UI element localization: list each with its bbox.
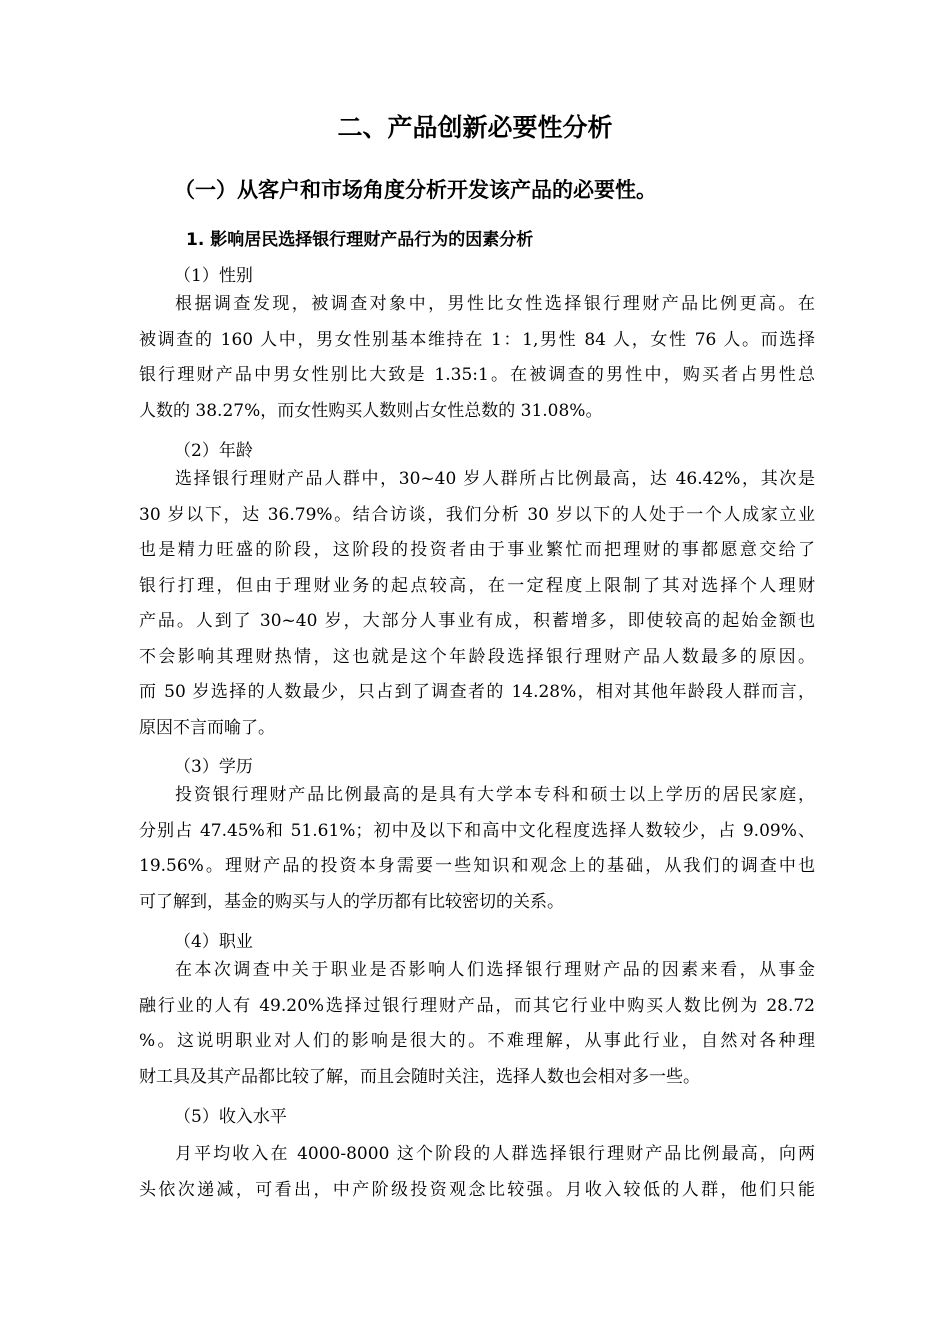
text-line: 根据调查发现，被调查对象中，男性比女性选择银行理财产品比例更高。在 [175, 294, 815, 314]
factor-heading-age: （2）年龄 [174, 441, 253, 461]
text-line: 人数的 38.27%，而女性购买人数则占女性总数的 31.08%。 [139, 400, 603, 421]
text-line: 头依次递减，可看出，中产阶级投资观念比较强。月收入较低的人群，他们只能 [139, 1179, 815, 1200]
factor-heading-gender: （1）性别 [174, 266, 253, 286]
text-line: 月平均收入在 4000-8000 这个阶段的人群选择银行理财产品比例最高，向两 [175, 1144, 815, 1164]
paragraph-education [139, 778, 815, 920]
factor-heading-education: （3）学历 [174, 757, 253, 777]
text-line: 融行业的人有 49.20%选择过银行理财产品，而其它行业中购买人数比例为 28.72 [139, 995, 815, 1016]
subsection-heading: 1. 影响居民选择银行理财产品行为的因素分析 [186, 230, 534, 250]
text-line: 被调查的 160 人中，男女性别基本维持在 1：1,男性 84 人，女性 76 人。而选择 [139, 329, 815, 350]
paragraph-age [139, 462, 815, 746]
paragraph-gender [139, 287, 815, 429]
text-line: 不会影响其理财热情，这也就是这个年龄段选择银行理财产品人数最多的原因。 [139, 646, 815, 667]
paragraph-occupation [139, 953, 815, 1095]
page-title: 二、产品创新必要性分析 [337, 113, 613, 142]
text-line: 在本次调查中关于职业是否影响人们选择银行理财产品的因素来看，从事金 [175, 960, 815, 980]
text-line: 投资银行理财产品比例最高的是具有大学本专科和硕士以上学历的居民家庭， [175, 785, 815, 805]
text-line: 而 50 岁选择的人数最少，只占到了调查者的 14.28%，相对其他年龄段人群而言， [139, 682, 815, 702]
factor-heading-income: （5）收入水平 [174, 1107, 287, 1127]
factor-heading-occupation: （4）职业 [174, 932, 253, 952]
text-line: 银行理财产品中男女性别比大致是 1.35:1。在被调查的男性中，购买者占男性总 [139, 365, 815, 385]
paragraph-income [139, 1137, 815, 1208]
text-line: %。这说明职业对人们的影响是很大的。不难理解，从事此行业，自然对各种理 [139, 1031, 815, 1051]
text-line: 选择银行理财产品人群中，30~40 岁人群所占比例最高，达 46.42%，其次是 [175, 469, 815, 489]
section-heading: （一）从客户和市场角度分析开发该产品的必要性。 [174, 178, 657, 202]
text-line: 分别占 47.45%和 51.61%；初中及以下和高中文化程度选择人数较少，占 9.09%、 [139, 820, 815, 841]
text-line: 30 岁以下，达 36.79%。结合访谈，我们分析 30 岁以下的人处于一个人成家立业 [139, 504, 815, 525]
text-line: 也是精力旺盛的阶段，这阶段的投资者由于事业繁忙而把理财的事都愿意交给了 [139, 540, 815, 560]
text-line: 原因不言而喻了。 [139, 717, 275, 738]
text-line: 产品。人到了 30~40 岁，大部分人事业有成，积蓄增多，即使较高的起始金额也 [139, 611, 815, 631]
text-line: 可了解到，基金的购买与人的学历都有比较密切的关系。 [139, 891, 564, 912]
text-line: 银行打理，但由于理财业务的起点较高，在一定程度上限制了其对选择个人理财 [139, 575, 815, 596]
text-line: 财工具及其产品都比较了解，而且会随时关注，选择人数也会相对多一些。 [139, 1066, 700, 1087]
text-line: 19.56%。理财产品的投资本身需要一些知识和观念上的基础，从我们的调查中也 [139, 856, 815, 876]
